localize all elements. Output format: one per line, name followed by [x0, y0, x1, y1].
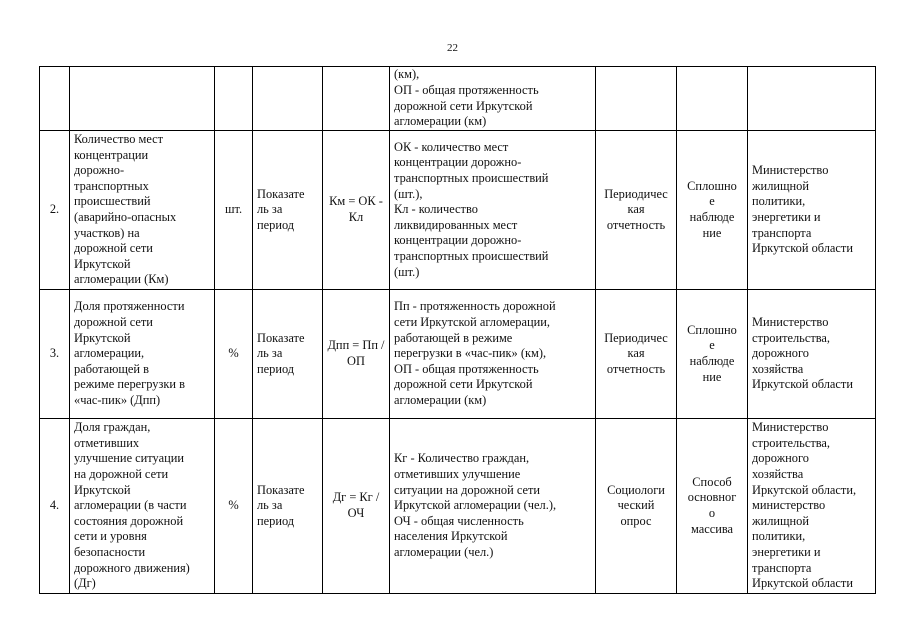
- data-source-cell: Периодичес кая отчетность: [596, 290, 677, 419]
- collection-method-cell: Способ основног о массива: [677, 419, 748, 594]
- indicator-name-cell: Доля протяженности дорожной сети Иркутской агломерации, работающей в режиме перегрузки в «час-пик» (Дпп): [70, 290, 215, 419]
- responsible-body-cell: Министерство строительства, дорожного хозяйства Иркутской области: [748, 290, 876, 419]
- responsible-body-cell: [748, 67, 876, 131]
- row-number-cell: 4.: [40, 419, 70, 594]
- unit-cell: %: [215, 290, 253, 419]
- formula-cell: Дг = Кг / ОЧ: [323, 419, 390, 594]
- table-row: [40, 419, 876, 594]
- responsible-body-cell: Министерство строительства, дорожного хозяйства Иркутской области, министерство жилищной политики, энергетики и транспорта Иркутской области: [748, 419, 876, 594]
- formula-cell: Дпп = Пп / ОП: [323, 290, 390, 419]
- row-number-cell: [40, 67, 70, 131]
- indicator-name-cell: Доля граждан, отметивших улучшение ситуации на дорожной сети Иркутской агломерации (в части состояния дорожной сети и уровня безопасности дорожного движения) (Дг): [70, 419, 215, 594]
- formula-description-cell: (км), ОП - общая протяженность дорожной сети Иркутской агломерации (км): [390, 67, 596, 131]
- indicator-type-cell: [253, 67, 323, 131]
- formula-description-cell: Пп - протяженность дорожной сети Иркутской агломерации, работающей в режиме перегрузки в «час-пик» (км), ОП - общая протяженность дорожной сети Иркутской агломерации (км): [390, 290, 596, 419]
- collection-method-cell: Сплошно е наблюде ние: [677, 290, 748, 419]
- indicators-table: [39, 66, 876, 594]
- formula-cell: Км = ОК - Кл: [323, 131, 390, 290]
- unit-cell: [215, 67, 253, 131]
- data-source-cell: Периодичес кая отчетность: [596, 131, 677, 290]
- data-source-cell: [596, 67, 677, 131]
- indicator-type-cell: Показате ль за период: [253, 419, 323, 594]
- table-row: [40, 131, 876, 290]
- formula-cell: [323, 67, 390, 131]
- indicator-type-cell: Показате ль за период: [253, 290, 323, 419]
- indicator-type-cell: Показате ль за период: [253, 131, 323, 290]
- collection-method-cell: Сплошно е наблюде ние: [677, 131, 748, 290]
- unit-cell: шт.: [215, 131, 253, 290]
- data-source-cell: Социологи ческий опрос: [596, 419, 677, 594]
- indicator-name-cell: [70, 67, 215, 131]
- row-number-cell: 3.: [40, 290, 70, 419]
- table-row: [40, 290, 876, 419]
- formula-description-cell: Кг - Количество граждан, отметивших улучшение ситуации на дорожной сети Иркутской агломерации (чел.), ОЧ - общая численность населения Иркутской агломерации (чел.): [390, 419, 596, 594]
- row-number-cell: 2.: [40, 131, 70, 290]
- collection-method-cell: [677, 67, 748, 131]
- unit-cell: %: [215, 419, 253, 594]
- indicator-name-cell: Количество мест концентрации дорожно- транспортных происшествий (аварийно-опасных участков) на дорожной сети Иркутской агломерации (Км): [70, 131, 215, 290]
- page-number: 22: [447, 42, 458, 54]
- responsible-body-cell: Министерство жилищной политики, энергетики и транспорта Иркутской области: [748, 131, 876, 290]
- table-row: [40, 67, 876, 131]
- formula-description-cell: ОК - количество мест концентрации дорожно- транспортных происшествий (шт.), Кл - количество ликвидированных мест концентрации дорожно- транспортных происшествий (шт.): [390, 131, 596, 290]
